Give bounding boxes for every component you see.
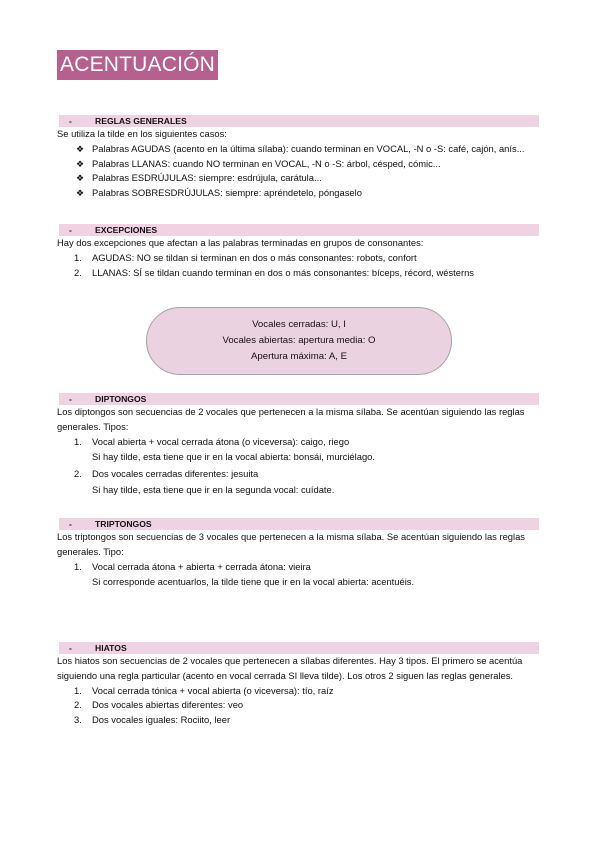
diamond-bullet-icon: ❖ [76,173,85,184]
list-item: ❖ Palabras AGUDAS (acento en la última sílaba): cuando terminan en VOCAL, -N o -S: café, cajón, anís... [57,142,557,157]
section-heading: - DIPTONGOS [59,393,539,405]
list-item-note: Si hay tilde, esta tiene que ir en la vocal abierta: bonsái, murciélago. [92,451,375,463]
section-excepciones [57,224,557,280]
diamond-bullet-icon: ❖ [76,143,85,154]
section-reglas-generales [57,115,557,201]
numbered-list [57,560,557,575]
vowels-callout [146,307,452,375]
page-title: ACENTUACIÓN [57,50,218,80]
numbered-list [57,251,557,281]
list-item: ❖ Palabras LLANAS: cuando NO terminan en VOCAL, -N o -S: árbol, césped, cómic... [57,157,557,172]
section-diptongos [57,393,557,497]
list-item: 3. Dos vocales iguales: Rociito, leer [74,714,231,726]
list-item: 1. AGUDAS: NO se tildan si terminan en dos o más consonantes: robots, confort [74,251,417,263]
section-triptongos [57,518,557,589]
list-item: 2. LLANAS: SÍ se tildan cuando terminan en dos o más consonantes: bíceps, récord, wésterns [74,266,474,278]
list-item: 1. Vocal cerrada átona + abierta + cerrada átona: vieira [74,560,311,572]
vocales-abiertas: Vocales abiertas: apertura media: O [222,335,376,346]
section-heading: - REGLAS GENERALES [59,115,539,127]
list-item: 1. Vocal cerrada tónica + vocal abierta (o viceversa): tío, raíz [74,684,334,696]
bullet-list [57,142,557,201]
section-heading: - EXCEPCIONES [59,224,539,236]
list-item-note: Si corresponde acentuarlos, la tilde tiene que ir en la vocal abierta: acentuéis. [92,576,415,588]
section-intro: Los diptongos son secuencias de 2 vocales que pertenecen a la misma sílaba. Se acentúan siguiendo las reglas generales. Tipos: [57,406,525,432]
vocales-cerradas: Vocales cerradas: U, I [252,319,346,330]
section-hiatos [57,642,557,728]
diamond-bullet-icon: ❖ [76,188,85,199]
list-item: 2. Dos vocales abiertas diferentes: veo [74,699,244,711]
list-item: 1. Vocal abierta + vocal cerrada átona (o viceversa): caigo, riego [74,435,350,447]
list-item: ❖ Palabras ESDRÚJULAS: siempre: esdrújula, carátula... [57,171,557,186]
section-heading: - HIATOS [59,642,539,654]
diamond-bullet-icon: ❖ [76,158,85,169]
section-intro: Los triptongos son secuencias de 3 vocales que pertenecen a la misma sílaba. Se acentúan siguiendo las reglas generales. Tipo: [57,531,525,557]
list-item-note: Si hay tilde, esta tiene que ir en la segunda vocal: cuídate. [92,484,335,496]
numbered-list [57,467,557,482]
section-intro: Los hiatos son secuencias de 2 vocales que pertenecen a sílabas diferentes. Hay 3 tipos. El primero se acentúa siguiendo una regla particular (acento en vocal cerrada SI lleva tilde). Los otros 2 siguen las reglas generales. [57,655,523,681]
section-heading: - TRIPTONGOS [59,518,539,530]
list-item: ❖ Palabras SOBRESDRÚJULAS: siempre: apréndetelo, póngaselo [57,186,557,201]
section-intro: Se utiliza la tilde en los siguientes casos: [57,128,227,139]
section-intro: Hay dos excepciones que afectan a las palabras terminadas en grupos de consonantes: [57,237,424,248]
numbered-list [57,435,557,450]
list-item: 2. Dos vocales cerradas diferentes: jesuita [74,468,259,480]
numbered-list [57,684,557,728]
apertura-maxima: Apertura máxima: A, E [251,351,347,362]
